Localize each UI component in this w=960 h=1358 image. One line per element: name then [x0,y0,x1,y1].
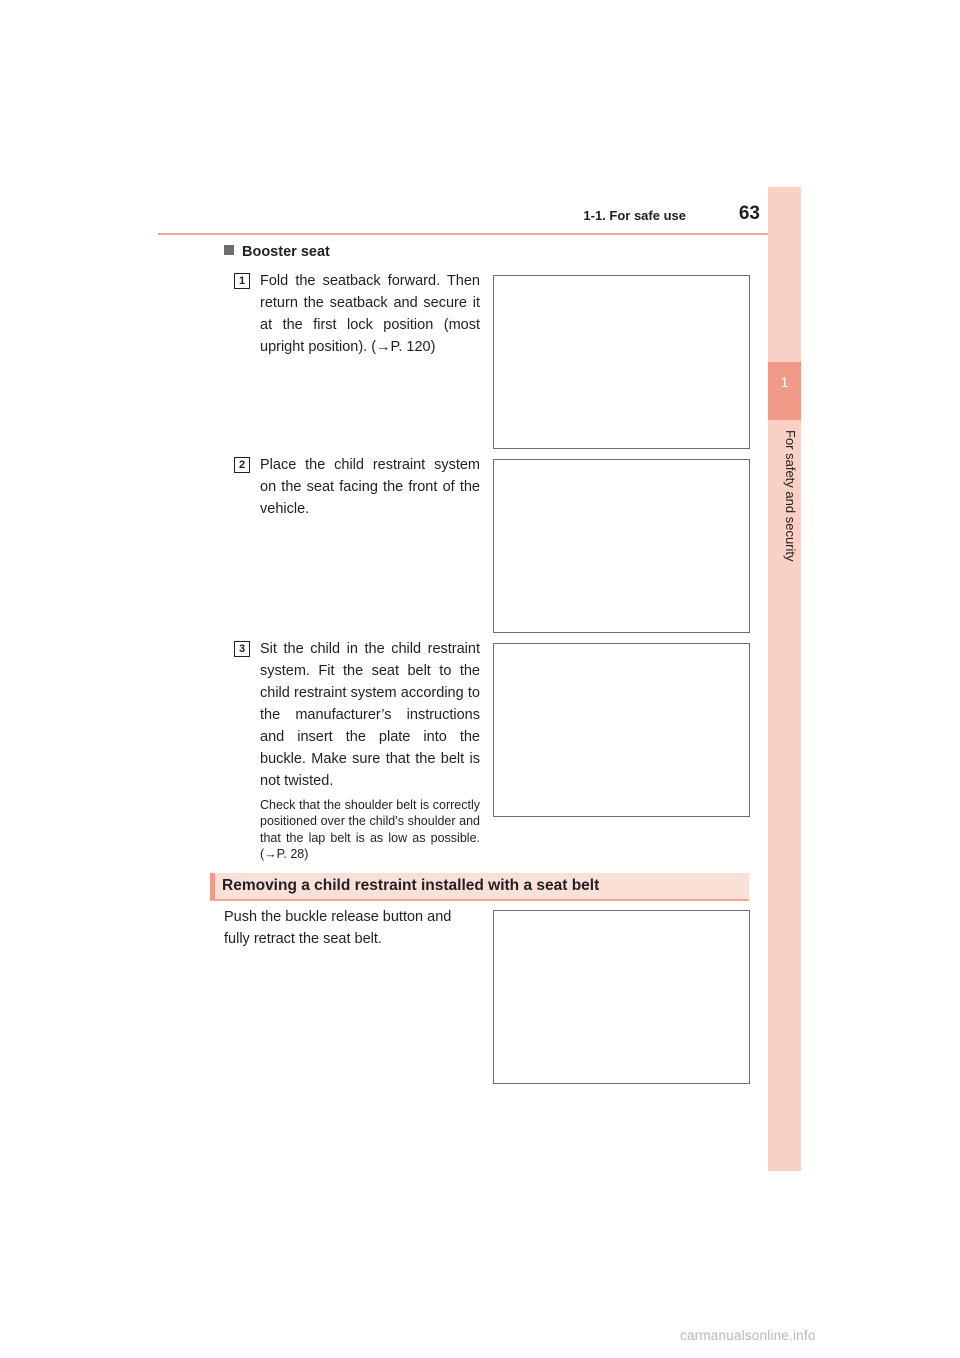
chapter-number: 1 [780,374,789,390]
square-bullet-icon [224,245,234,255]
watermark: carmanualsonline.info [680,1328,816,1343]
note-text: Check that the shoulder belt is correctly positioned over the child’s shoulder and that the lap belt is as low as possible. (→P. 28) [260,798,480,861]
section-heading-booster-seat [224,244,330,260]
header-rule [158,233,801,235]
step-text-2: Place the child restraint system on the seat facing the front of the vehicle. [260,457,480,517]
chapter-tab[interactable] [768,362,801,420]
illustration-removing [493,910,750,1084]
subheading-accent [210,873,215,900]
subheading-removing: Removing a child restraint installed with a seat belt [222,877,600,894]
page-number: 63 [738,203,760,224]
step-text-3: Sit the child in the child restraint system. Fit the seat belt to the child restraint system according to the manufacturer’s instructions and insert the plate into the buckle. Make sure that the belt is not twisted. [260,641,480,789]
step-text-1: Fold the seatback forward. Then return the seatback and secure it at the first lock position (most upright position). (→P. 120) [260,273,480,355]
step-badge-3: 3 [234,641,250,657]
header-section-title: 1-1. For safe use [583,208,686,223]
illustration-step-1 [493,275,750,449]
step-badge-1: 1 [234,273,250,289]
subheading-underline [210,899,749,901]
illustration-step-3 [493,643,750,817]
side-tab-label: For safety and security [783,430,798,562]
step-badge-2: 2 [234,457,250,473]
illustration-step-2 [493,459,750,633]
side-tab-strip [768,187,801,1171]
section-heading-text: Booster seat [242,244,330,260]
removing-instruction-text: Push the buckle release button and fully retract the seat belt. [224,909,452,947]
